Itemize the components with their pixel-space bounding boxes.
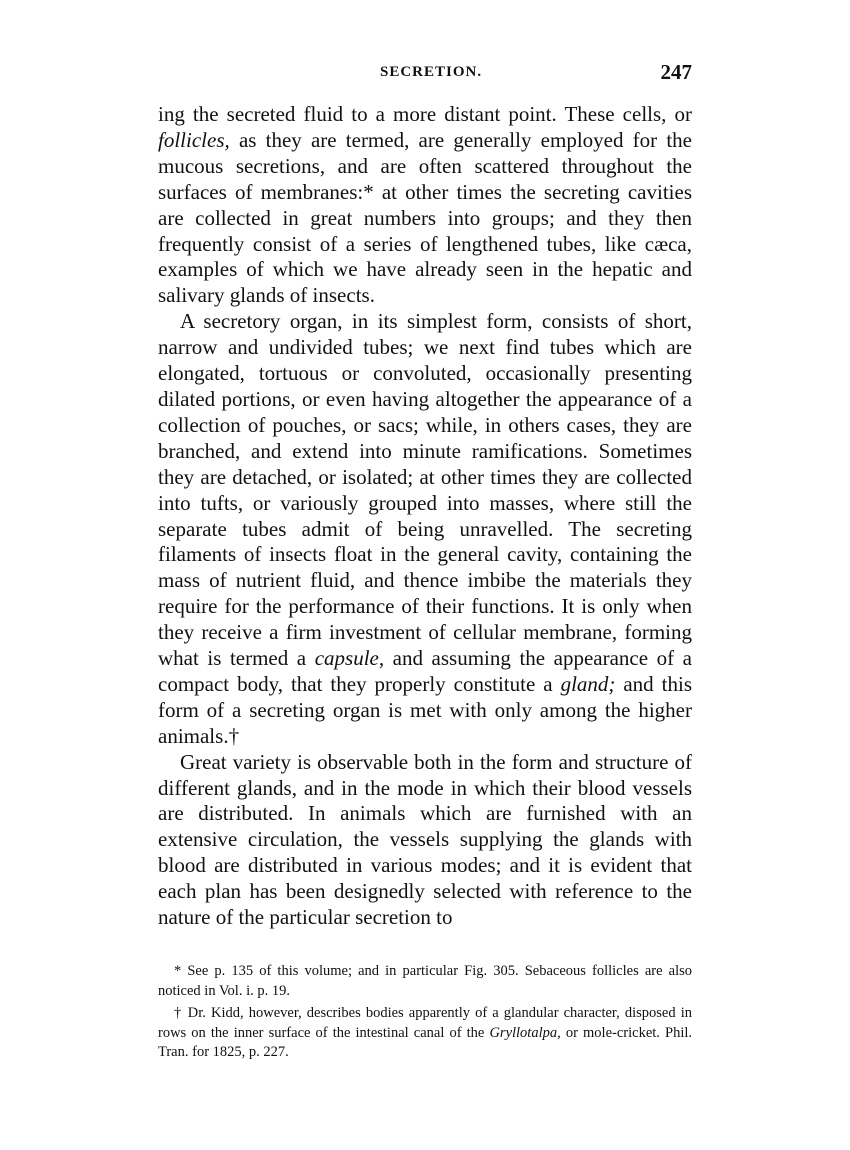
body-text — [158, 102, 692, 931]
paragraph-3 — [158, 750, 692, 931]
paragraph-1-text-a: ing the secreted fluid to a more distant point. These cells, or — [158, 102, 692, 126]
paragraph-2-text-a: A secretory organ, in its simplest form, consists of short, narrow and undivided tubes; we next find tubes which are elongated, tortuous or convoluted, occasionally presenting dilated portions, or even having altogether the appearance of a collection of pouches, or sacs; while, in others cases, they are branched, and extend into minute ramifications. Sometimes they are detached, or isolated; at other times they are collected into tufts, or variously grouped into masses, where still the separate tubes admit of being unravelled. The secreting filaments of insects float in the general cavity, containing the mass of nutrient fluid, and thence imbibe the materials they require for the performance of their functions. It is only when they receive a firm investment of cellular membrane, forming what is termed a — [158, 309, 692, 671]
footnote-2-text-a: † Dr. Kidd, however, describes bodies apparently of a glandular character, disposed in rows on the inner surface of the intestinal canal of the — [158, 1005, 692, 1041]
paragraph-1-text-b: as they are termed, are generally employed for the mucous secretions, and are often scattered throughout the surfaces of membranes:* at other times the secreting cavities are collected in great numbers into groups; and they then frequently consist of a series of lengthened tubes, like cæca, examples of which we have already seen in the hepatic and salivary glands of insects. — [158, 127, 692, 308]
paragraph-2-text-b: and assuming the appearance of a compact body, that they properly constitute a — [158, 646, 693, 696]
paragraph-1-italic-follicles: follicles, — [158, 127, 230, 152]
footnote-2 — [158, 1004, 692, 1063]
footnotes — [158, 962, 692, 1066]
paragraph-2-italic-capsule: capsule, — [314, 646, 385, 671]
paragraph-2 — [158, 309, 692, 749]
footnote-2-italic-gryllotalpa: Gryllotalpa, — [489, 1024, 561, 1041]
page-number: 247 — [660, 60, 692, 84]
footnote-2-text-b: or mole-cricket. Phil. Tran. for 1825, p. 227. — [158, 1024, 693, 1060]
page-header — [158, 60, 692, 90]
paragraph-1 — [158, 102, 692, 309]
footnote-1: * See p. 135 of this volume; and in particular Fig. 305. Sebaceous follicles are also noticed in Vol. i. p. 19. — [158, 963, 692, 999]
paragraph-2-text-c: and this form of a secreting organ is met with only among the higher animals.† — [158, 671, 692, 748]
running-head: SECRETION. — [380, 64, 483, 80]
paragraph-2-italic-gland: gland; — [560, 671, 616, 696]
paragraph-3-text: Great variety is observable both in the form and structure of different glands, and in the mode in which their blood vessels are distributed. In animals which are furnished with an extensive circulation, the vessels supplying the glands with blood are distributed in various modes; and it is evident that each plan has been designedly selected with reference to the nature of the particular secretion to — [158, 749, 692, 930]
